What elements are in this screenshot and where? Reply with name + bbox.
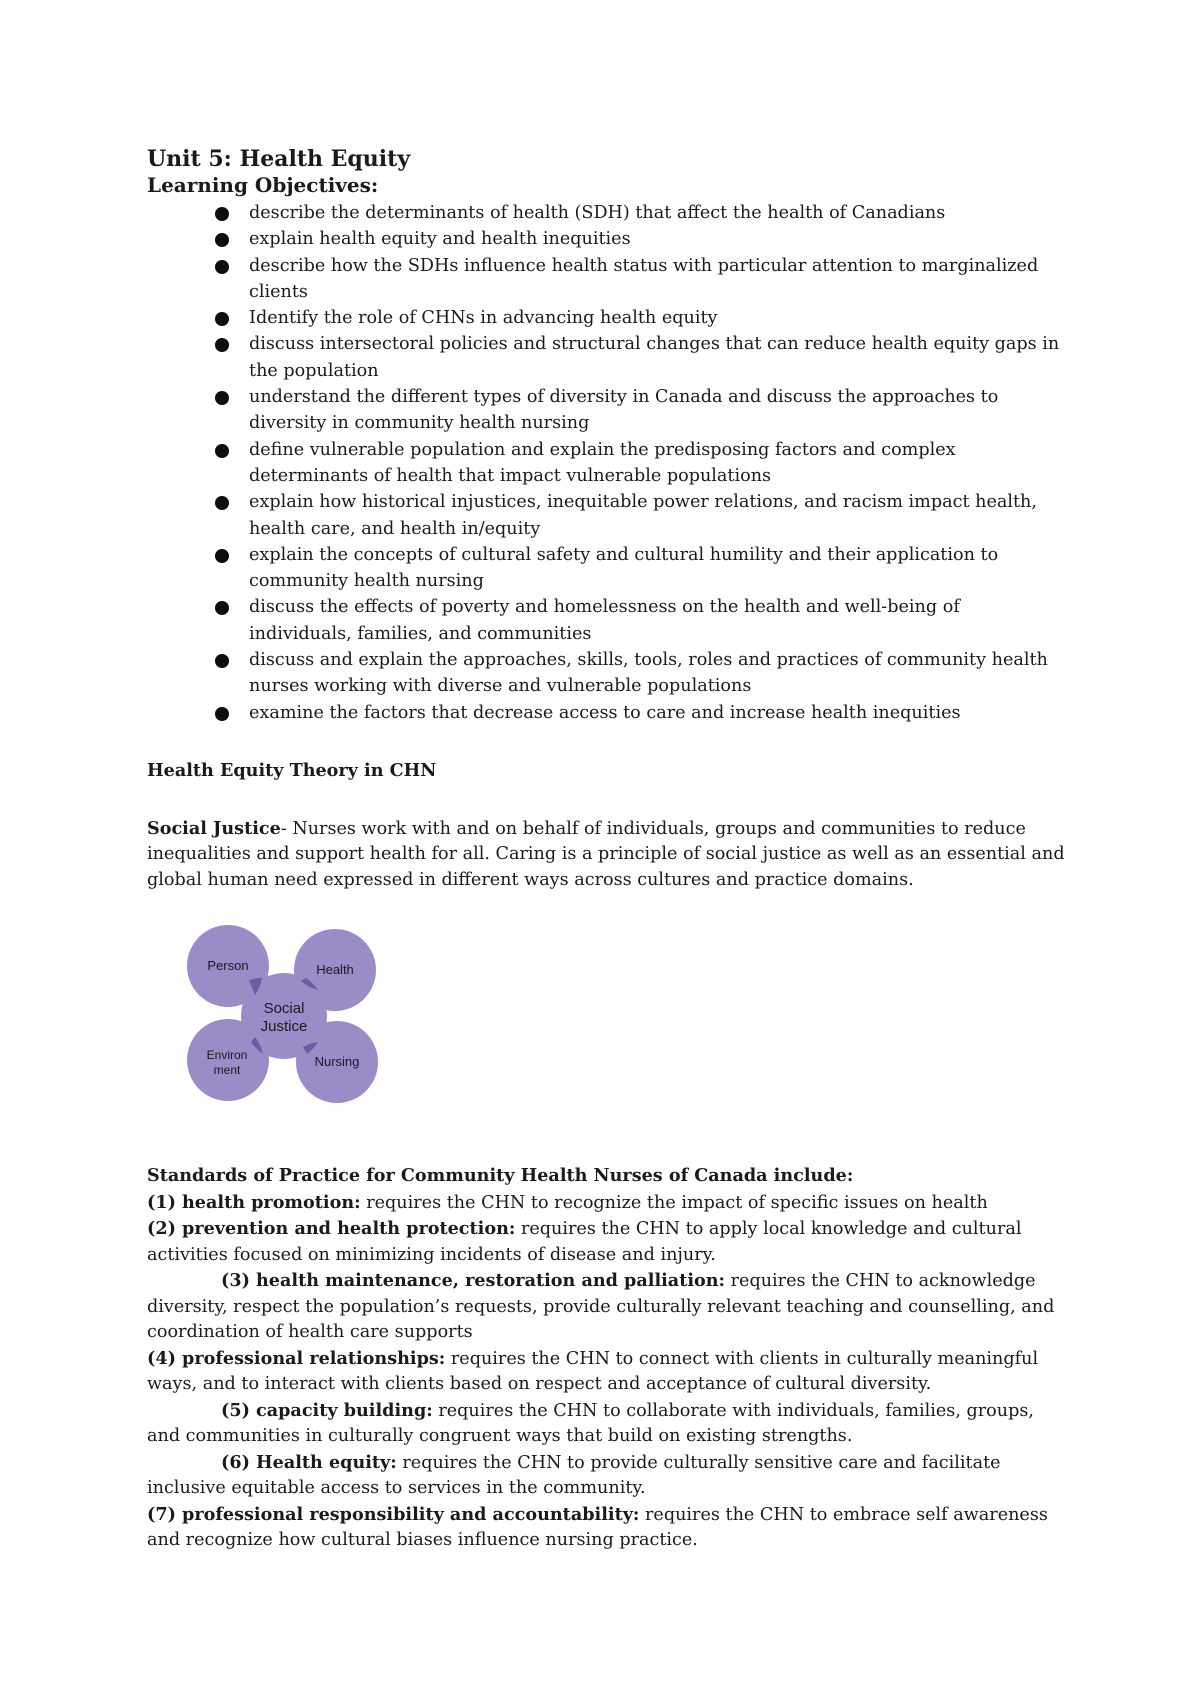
list-item-text: describe how the SDHs influence health status with particular attention to marginalized clients bbox=[249, 255, 1039, 302]
list-item bbox=[249, 305, 1067, 331]
social-justice-text: - Nurses work with and on behalf of individuals, groups and communities to reduce inequalities and support health for all. Caring is a principle of social justice as well as an essential and global human need expressed in different ways across cultures and practice domains. bbox=[147, 818, 1065, 890]
standard-term: (7) professional responsibility and accountability: bbox=[147, 1503, 640, 1525]
list-item bbox=[249, 331, 1067, 384]
standards-heading-text: Standards of Practice for Community Health Nurses of Canada include: bbox=[147, 1165, 854, 1187]
standard-item bbox=[147, 1346, 1067, 1398]
list-item bbox=[249, 437, 1067, 490]
diagram-svg bbox=[185, 923, 405, 1123]
list-item-text: explain how historical injustices, inequitable power relations, and racism impact health, health care, and health in/equity bbox=[249, 492, 1037, 539]
learning-objectives-heading: Learning Objectives: bbox=[147, 173, 379, 197]
bullet-icon bbox=[215, 707, 229, 721]
standard-text: requires the CHN to embrace self awareness and recognize how cultural biases influence nursing practice. bbox=[147, 1504, 1048, 1551]
document-page bbox=[147, 146, 1067, 1554]
list-item bbox=[249, 647, 1067, 700]
standards-heading bbox=[147, 1163, 1067, 1190]
list-item bbox=[249, 542, 1067, 595]
standard-text: requires the CHN to connect with clients in culturally meaningful ways, and to interact with clients based on respect and acceptance of cultural diversity. bbox=[147, 1348, 1039, 1395]
list-item bbox=[249, 489, 1067, 542]
learning-objectives-list bbox=[147, 200, 1067, 726]
standard-term: (5) capacity building: bbox=[221, 1399, 433, 1421]
list-item-text: define vulnerable population and explain the predisposing factors and complex determinants of health that impact vulnerable populations bbox=[249, 439, 956, 486]
standard-text: requires the CHN to apply local knowledge and cultural activities focused on minimizing incidents of disease and injury. bbox=[147, 1219, 1022, 1265]
bullet-icon bbox=[215, 338, 229, 352]
standard-item bbox=[147, 1268, 1067, 1346]
list-item bbox=[249, 594, 1067, 647]
standard-item bbox=[147, 1398, 1067, 1450]
list-item bbox=[249, 384, 1067, 437]
list-item-text: examine the factors that decrease access to care and increase health inequities bbox=[249, 702, 961, 723]
standard-term: (4) professional relationships: bbox=[147, 1347, 446, 1369]
bullet-icon bbox=[215, 549, 229, 563]
bullet-icon bbox=[215, 496, 229, 510]
standard-item bbox=[147, 1502, 1067, 1554]
social-justice-term: Social Justice bbox=[147, 817, 281, 839]
bullet-icon bbox=[215, 233, 229, 247]
standard-text: requires the CHN to collaborate with individuals, families, groups, and communities in culturally congruent ways that build on existing strengths. bbox=[147, 1400, 1034, 1447]
list-item bbox=[249, 226, 1067, 252]
list-item-text: Identify the role of CHNs in advancing health equity bbox=[249, 308, 718, 329]
unit-title: Unit 5: Health Equity bbox=[147, 146, 411, 172]
list-item bbox=[249, 700, 1067, 726]
bullet-icon bbox=[215, 312, 229, 326]
list-item-text: discuss intersectoral policies and structural changes that can reduce health equity gaps in the population bbox=[249, 334, 1060, 381]
label-person: Person bbox=[207, 958, 249, 974]
standard-item bbox=[147, 1190, 1067, 1217]
label-nursing: Nursing bbox=[314, 1054, 360, 1070]
social-justice-diagram bbox=[185, 923, 405, 1123]
list-item-text: describe the determinants of health (SDH) that affect the health of Canadians bbox=[249, 203, 946, 223]
bullet-icon bbox=[215, 260, 229, 274]
health-equity-theory-heading: Health Equity Theory in CHN bbox=[147, 759, 437, 781]
standard-item bbox=[147, 1450, 1067, 1502]
list-item bbox=[249, 200, 1067, 226]
list-item bbox=[249, 253, 1067, 306]
label-environment-line2: ment bbox=[213, 1063, 241, 1078]
list-item-text: understand the different types of diversity in Canada and discuss the approaches to diversity in community health nursing bbox=[249, 387, 999, 434]
list-item-text: discuss and explain the approaches, skills, tools, roles and practices of community health nurses working with diverse and vulnerable populations bbox=[249, 650, 1048, 697]
label-health: Health bbox=[316, 962, 354, 978]
standard-term: (1) health promotion: bbox=[147, 1191, 361, 1213]
list-item-text: explain the concepts of cultural safety and cultural humility and their application to community health nursing bbox=[249, 544, 999, 592]
label-environment-line1: Environ bbox=[206, 1048, 248, 1063]
social-justice-paragraph bbox=[147, 816, 1067, 894]
standard-term: (2) prevention and health protection: bbox=[147, 1218, 516, 1240]
bullet-icon bbox=[215, 654, 229, 668]
list-item-text: explain health equity and health inequities bbox=[249, 229, 631, 250]
standard-text: requires the CHN to recognize the impact of specific issues on health bbox=[360, 1192, 988, 1213]
bullet-icon bbox=[215, 601, 229, 615]
bullet-icon bbox=[215, 391, 229, 405]
bullet-icon bbox=[215, 444, 229, 458]
label-social-line1: Social bbox=[263, 1000, 305, 1018]
label-social-line2: Justice bbox=[260, 1018, 308, 1036]
standard-text: requires the CHN to provide culturally sensitive care and facilitate inclusive equitable access to services in the community. bbox=[147, 1452, 1001, 1499]
list-item-text: discuss the effects of poverty and homelessness on the health and well-being of individuals, families, and communities bbox=[249, 597, 960, 644]
standard-term: (6) Health equity: bbox=[221, 1451, 397, 1473]
standard-term: (3) health maintenance, restoration and palliation: bbox=[221, 1270, 726, 1292]
bullet-icon bbox=[215, 207, 229, 221]
standard-item bbox=[147, 1216, 1067, 1268]
standard-text: requires the CHN to acknowledge diversity, respect the population’s requests, provide culturally relevant teaching and counselling, and coordination of health care supports bbox=[147, 1271, 1055, 1343]
